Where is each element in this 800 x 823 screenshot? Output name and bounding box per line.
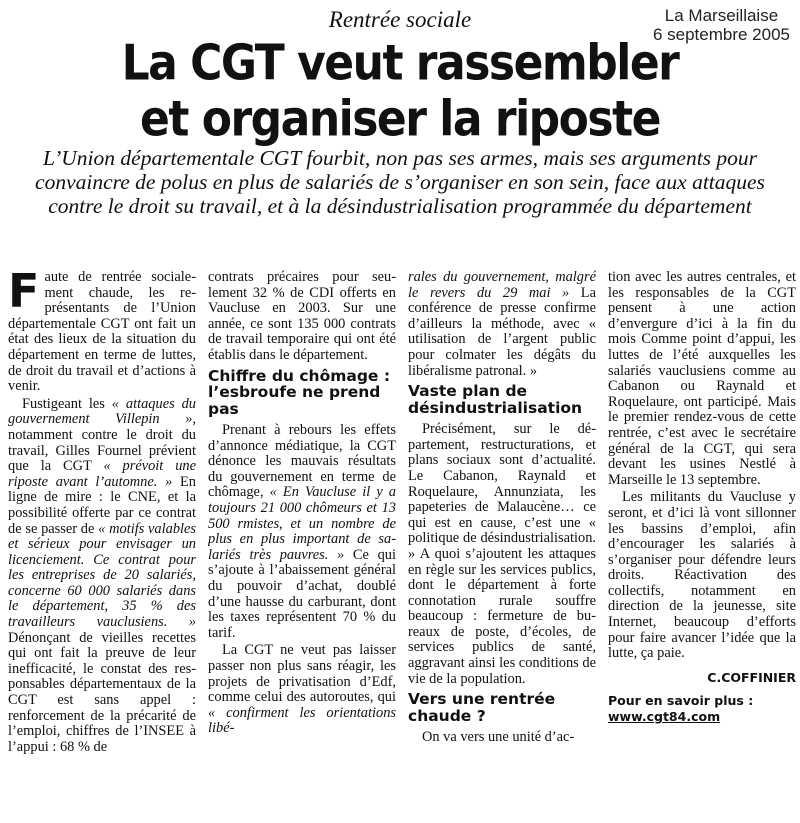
paragraph [408, 270, 596, 379]
paragraph [8, 397, 196, 756]
website-link[interactable]: www.cgt84.com [608, 709, 721, 725]
paragraph [208, 643, 396, 737]
column-3 [408, 270, 596, 823]
author-signature: C.COFFINIER [707, 669, 796, 685]
more-info-label: Pour en savoir plus : [608, 693, 754, 709]
paragraph: contrats précaires pour seulement 32 % de CDI offerts en Vaucluse en 2003. Sur une année, ce sont 135 000 contrats de travail temporaire qui ont été établis dans le département. [208, 270, 396, 363]
subheading: Vers une rentrée chaude ? [408, 690, 556, 725]
article-body [8, 270, 796, 823]
headline-line-2: et organiser la riposte [140, 90, 660, 148]
paragraph [208, 423, 396, 641]
text-run: Ce qui s’ajoute à l’abaissement général du pouvoir d’achat, doublé d’une hausse du carburant, dont les taxes représentent 70 % du tarif. [208, 546, 396, 641]
headline-line-1: La CGT veut rassembler [121, 34, 679, 92]
text-run: La conférence de presse confirme d’ailleurs la méthode, avec « utilisation de l’argent public pour colmater les dégâts du libéralisme patronal. » [408, 284, 596, 379]
paragraph: tion avec les autres centrales, et les responsables de la CGT pensent à une action d’envergure d’ici à la fin du mois Comme point d’appui, les luttes de l’été auxquelles les salariés vauclusiens comme au Cabanon ou Raynald et Roquelaure, ont participé. Mais le premier rendez-vous de cette rentrée, c’est avec le secrétaire général de la CGT, qui sera devant les usines Nestlé à Marseille le 13 septembre. [608, 270, 796, 488]
text-run: La CGT ne veut pas laisser passer non plus sans réagir, les projets de privatisation d’Edf, comme celui des autoroutes, qui [208, 642, 396, 706]
column-4 [608, 270, 796, 823]
text-run: Fustigeant les [22, 395, 112, 412]
quote: « attaques du gouvernement Villepin » [8, 395, 196, 428]
subheading: Chiffre du chômage : l’esbroufe ne prend pas [208, 366, 391, 418]
text-run: En ligne de mire : le CNE, et la possibilité offerte par ce contrat de se passer de [8, 473, 196, 537]
quote: « En Vaucluse il y a toujours 21 000 chômeurs et 13 500 rmistes, et un nombre de plus en plus important de salariés très pauvres. » [208, 484, 396, 563]
publication-name: La Marseillaise [664, 6, 779, 25]
publication-date: 6 septembre 2005 [652, 25, 790, 44]
paragraph: Précisément, sur le département, restructurations, et plans sociaux sont d’actualité. Le Cabanon, Raynald et Roquelaure, Annunziata, les papeteries de Malaucène… ce qui est en cause, c’est une « politique de désindustrialisation. » A quoi s’ajoutent les attaques en règle sur les services publics, dont le département à forte connotation rurale souffre beaucoup : fermeture de bureaux de poste, d’écoles, de services publics de santé, aggravant ainsi les conditions de vie de la population. [408, 421, 596, 687]
quote: rales du gouvernement, malgré le revers du 29 mai » [408, 270, 596, 301]
column-1 [8, 270, 196, 823]
text-run: Dénonçant de vieilles recettes qui ont fait la preuve de leur inefficacité, le constat des responsables départementaux de la CGT est sans appel : renforcement de la précarité de l’emploi, chiffres de l’INSEE à l’appui : 68 % de [8, 629, 196, 755]
quote: « confirment les orientations libé- [208, 704, 396, 737]
subheading: Vaste plan de désindustrialisation [408, 382, 583, 417]
section-kicker: Rentrée sociale [328, 7, 472, 32]
paragraph: On va vers une unité d’ac- [422, 729, 575, 746]
quote: « motifs valables et sérieux pour envisager un licenciement. Ce contrat pour les entreprises de 20 salariés, concerne 60 000 salariés dans le département, 35 % des travailleurs vauclusiens. » [8, 520, 196, 631]
text-run: Prenant à rebours les effets d’annonce médiatique, la CGT dénonce les mauvais résultats du gouvernement en terme de chômage, [208, 422, 396, 501]
text-run: , notamment contre le droit du travail, Gilles Fournel prévient que la CGT [8, 411, 196, 475]
paragraph-text: aute de rentrée socialement chaude, les représentants de l’Union départementale CGT ont fait un état des lieux de la situation du département en terme de luttes, de droit du travail et d’actions à venir. [8, 270, 196, 395]
paragraph: Les militants du Vaucluse y seront, et d’ici là vont sillonner les bassins d’emploi, afin d’encourager les salariés à s’organiser pour défendre leurs droits. Réactivation des collectifs, notamment en direction de la jeunesse, site Internet, beaucoup d’efforts pour faire avancer l’idée que la lutte, ça paie. [608, 489, 796, 662]
drop-cap: F [8, 270, 40, 318]
standfirst: L’Union départementale CGT fourbit, non pas ses armes, mais ses arguments pour convaincre de polus en plus de salariés de s’organiser en son sein, face aux attaques contre le droit su travail, et à la désindustrialisation programmée du département [35, 146, 765, 218]
column-2 [208, 270, 396, 823]
quote: « prévoit une riposte avant l’automne. » [8, 458, 196, 490]
headline [0, 36, 800, 148]
paragraph [8, 270, 196, 395]
more-info [608, 693, 796, 725]
